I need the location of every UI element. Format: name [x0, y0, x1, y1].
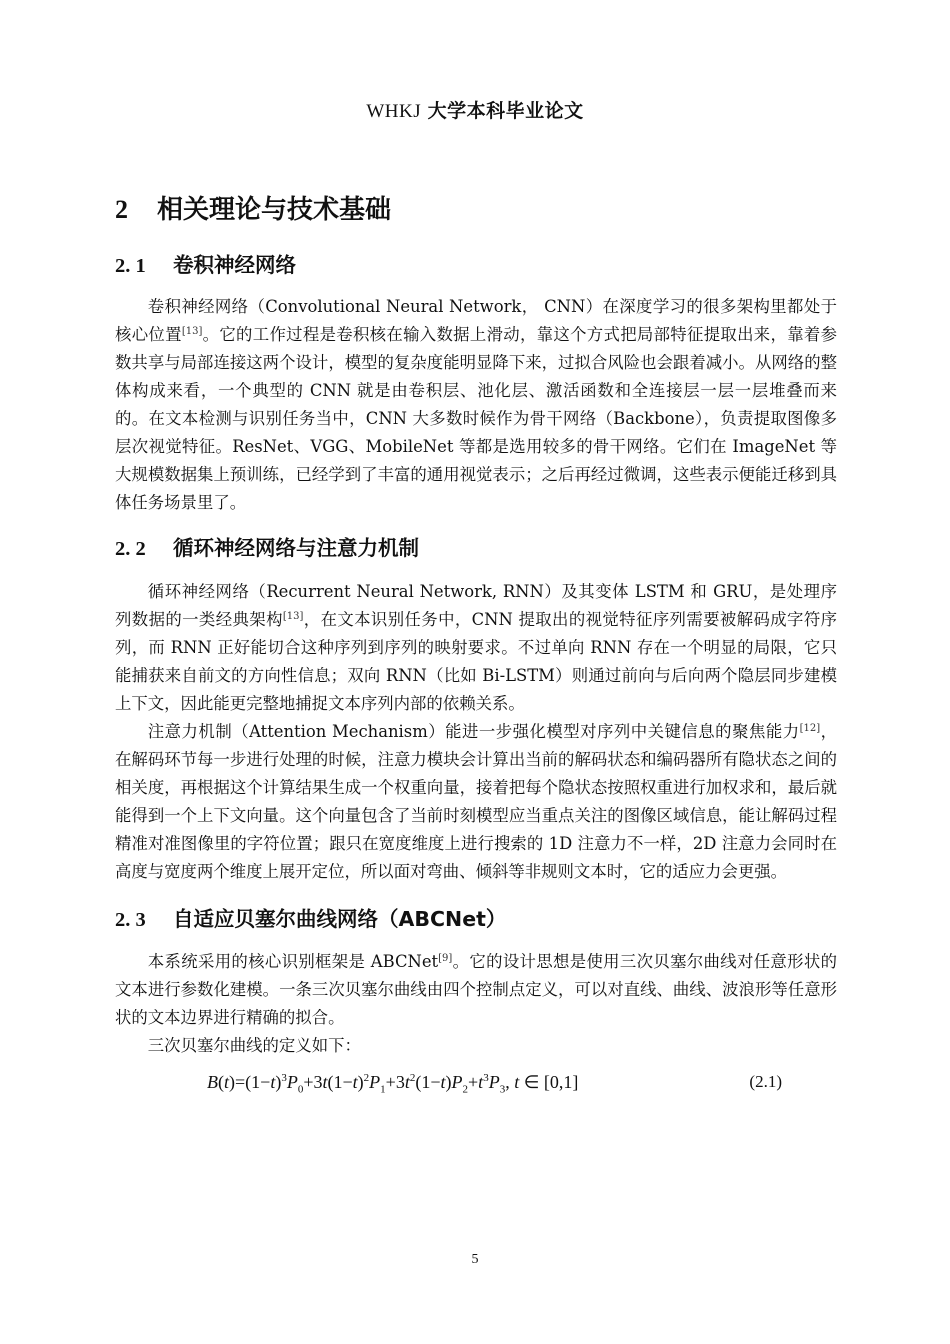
section-title: 循环神经网络与注意力机制 — [173, 536, 419, 560]
page-number: 5 — [471, 1252, 479, 1267]
equation-number: (2.1) — [749, 1072, 782, 1091]
section-title: 自适应贝塞尔曲线网络（ABCNet） — [173, 907, 507, 931]
equation-bezier — [115, 1068, 837, 1102]
paragraph-abcnet: 本系统采用的核心识别框架是 ABCNet[9]。它的设计思想是使用三次贝塞尔曲线对任意形状的文本进行参数化建模。一条三次贝塞尔曲线由四个控制点定义，可以对直线、曲线、波浪形等任意形状的文本边界进行精确的拟合。 — [115, 952, 837, 1027]
citation: [13] — [282, 611, 304, 622]
section-heading-2-2 — [115, 531, 837, 565]
section-title: 卷积神经网络 — [173, 253, 296, 277]
chapter-heading — [115, 188, 837, 232]
paragraph-bezier-intro: 三次贝塞尔曲线的定义如下： — [147, 1036, 361, 1055]
citation: [12] — [799, 723, 821, 734]
citation: [13] — [181, 326, 203, 337]
chapter-number: 2 — [115, 195, 128, 224]
chapter-title: 相关理论与技术基础 — [157, 195, 392, 225]
header-university-code: WHKJ — [366, 101, 422, 122]
section-heading-2-1 — [115, 248, 837, 282]
section-number: 2. 2 — [115, 538, 146, 560]
section-number: 2. 3 — [115, 909, 146, 931]
running-header — [0, 96, 950, 123]
paragraph-cnn: 卷积神经网络（Convolutional Neural Network， CNN）在深度学习的很多架构里都处于核心位置[13]。它的工作过程是卷积核在输入数据上滑动，靠这个方式把局部特征提取出来，靠着参数共享与局部连接这两个设计，模型的复杂度能明显降下来，过拟合风险也会跟着减小。从网络的整体构成来看，一个典型的 CNN 就是由卷积层、池化层、激活函数和全连接层一层一层堆叠而来的。在文本检测与识别任务当中，CNN 大多数时候作为骨干网络（Backbone），负责提取图像多层次视觉特征。ResNet、VGG、MobileNet 等都是选用较多的骨干网络。它们在 ImageNet 等大规模数据集上预训练，已经学到了丰富的通用视觉表示；之后再经过微调，这些表示便能迁移到具体任务场景里了。 — [115, 297, 838, 512]
paragraph-rnn: 循环神经网络（Recurrent Neural Network, RNN）及其变体 LSTM 和 GRU，是处理序列数据的一类经典架构[13]，在文本识别任务中，CNN 提取出的视觉特征序列需要被解码成字符序列，而 RNN 正好能切合这种序列到序列的映射要求。不过单向 RNN 存在一个明显的局限，它只能捕获来自前文的方向性信息；双向 RNN（比如 Bi-LSTM）则通过前向与后向两个隐层同步建模上下文，因此能更完整地捕捉文本序列内部的依赖关系。 — [115, 582, 837, 713]
equation-formula: $B(t)=(1-t)^3P_0+3t(1-t)^2P_1+3t^2(1-t)P_2+t^3P_3$, t ∈ [0,1] — [207, 1072, 579, 1096]
paragraph-attention: 注意力机制（Attention Mechanism）能进一步强化模型对序列中关键信息的聚焦能力[12]，在解码环节每一步进行处理的时候，注意力模块会计算出当前的解码状态和编码器所有隐状态之间的相关度，再根据这个计算结果生成一个权重向量，接着把每个隐状态按照权重进行加权求和，最后就能得到一个上下文向量。这个向量包含了当前时刻模型应当重点关注的图像区域信息，能让解码过程精准对准图像里的字符位置；跟只在宽度维度上进行搜索的 1D 注意力不一样，2D 注意力会同时在高度与宽度两个维度上展开定位，所以面对弯曲、倾斜等非规则文本时，它的适应力会更强。 — [115, 722, 838, 881]
header-thesis-label: 大学本科毕业论文 — [427, 100, 584, 122]
section-heading-2-3 — [115, 902, 837, 936]
section-number: 2. 1 — [115, 255, 146, 277]
page-body — [115, 188, 837, 1102]
citation: [9] — [438, 953, 453, 964]
